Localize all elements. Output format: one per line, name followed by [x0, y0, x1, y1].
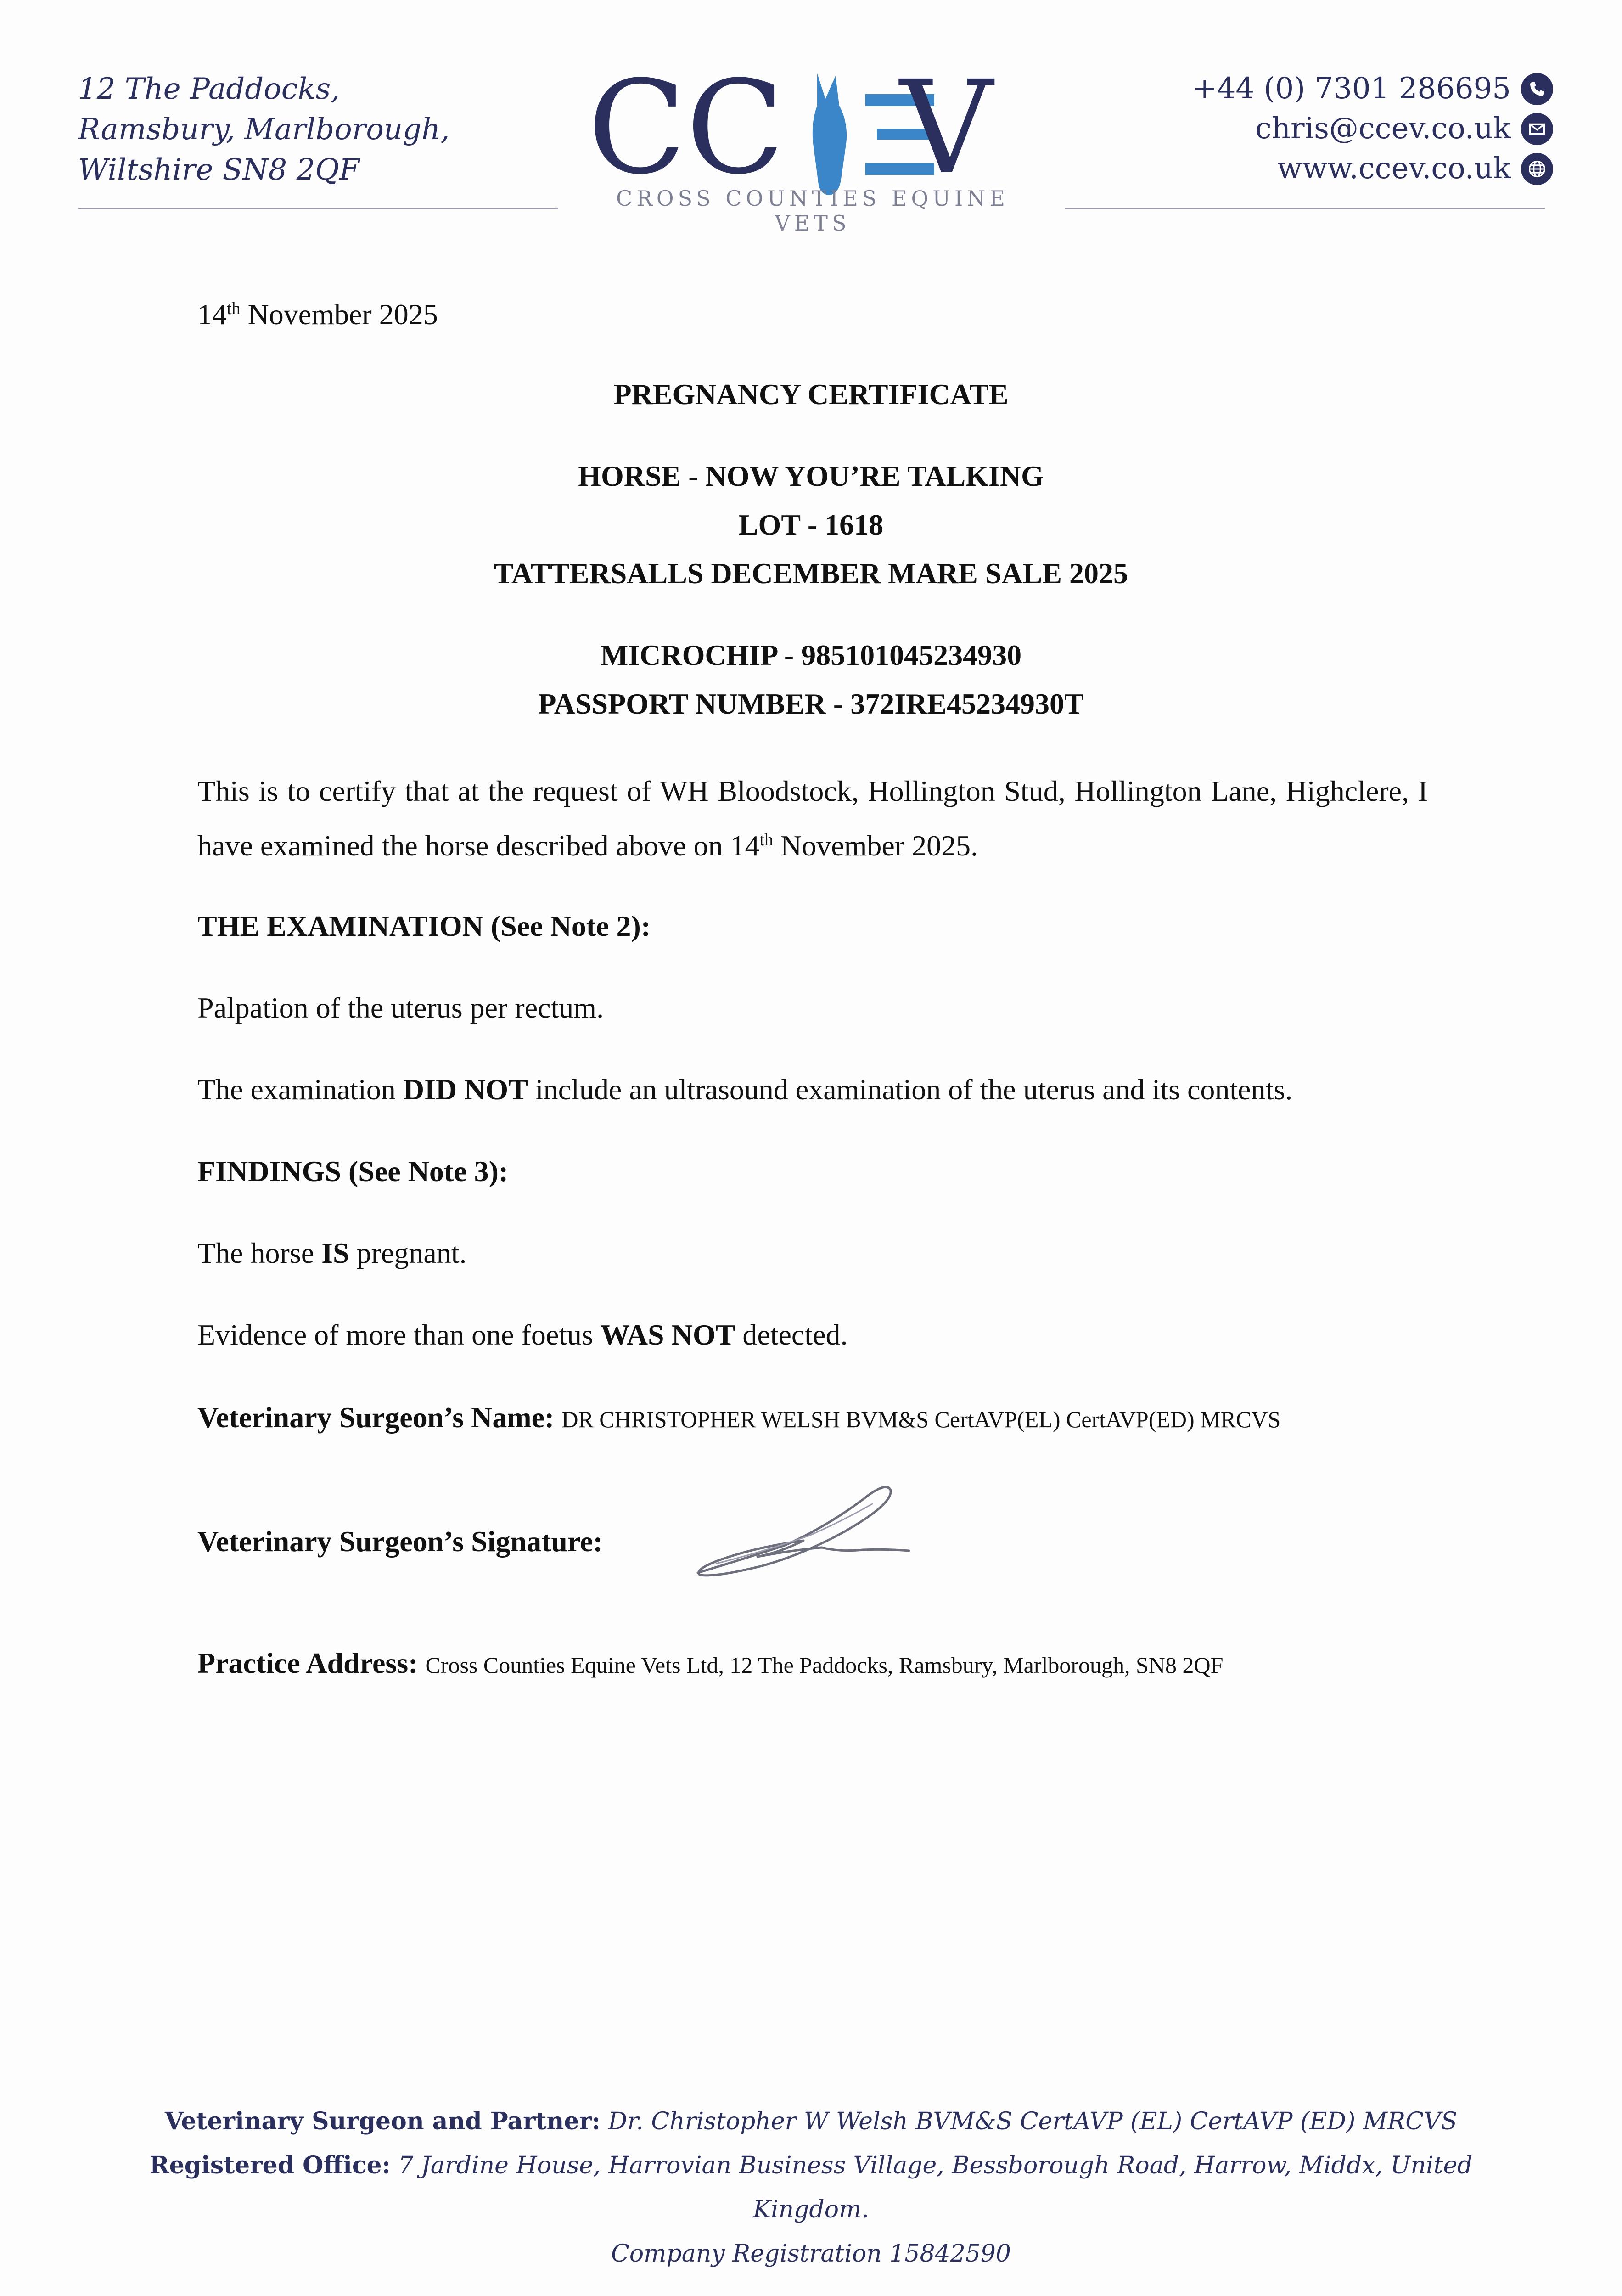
examination-heading: THE EXAMINATION (See Note 2): [197, 910, 651, 942]
logo-letters-left: CC [588, 55, 785, 203]
header-rule-left [78, 208, 558, 209]
footer-office: Registered Office: 7 Jardine House, Harrovian Business Village, Bessborough Road, Harrow, Middx, United Kingdom. [149, 2151, 1473, 2223]
passport-number: PASSPORT NUMBER - 372IRE45234930T [538, 687, 1084, 720]
footer [92, 2099, 1530, 2276]
certificate-title: PREGNANCY CERTIFICATE [613, 378, 1009, 411]
microchip-number: MICROCHIP - 985101045234930 [600, 639, 1022, 671]
surgeon-name: DR CHRISTOPHER WELSH BVM&S CertAVP(EL) CertAVP(ED) MRCVS [561, 1407, 1281, 1432]
address-line: 12 The Paddocks, [78, 72, 340, 106]
horse-head-icon [813, 73, 847, 195]
email-address[interactable]: chris@ccev.co.uk [1255, 112, 1511, 146]
ultrasound-statement: The examination DID NOT include an ultrasound examination of the uterus and its contents. [197, 1073, 1293, 1106]
horse-name: HORSE - NOW YOU’RE TALKING [578, 460, 1044, 492]
header-address [78, 69, 491, 190]
surgeon-name-line [197, 1401, 1280, 1435]
foetus-finding: Evidence of more than one foetus WAS NOT detected. [197, 1318, 848, 1351]
pregnancy-finding: The horse IS pregnant. [197, 1237, 467, 1269]
globe-icon [1521, 153, 1553, 185]
surgeon-name-label: Veterinary Surgeon’s Name: [197, 1401, 555, 1434]
logo-tagline: CROSS COUNTIES EQUINE VETS [616, 186, 1009, 236]
contact-email-row [1140, 109, 1553, 149]
mail-icon [1521, 113, 1553, 145]
header-contact [1140, 69, 1553, 189]
address-line: Wiltshire SN8 2QF [78, 153, 360, 187]
logo-letters-right: V [900, 55, 993, 203]
contact-phone-row [1140, 69, 1553, 109]
footer-company-reg: Company Registration 15842590 [611, 2240, 1011, 2268]
lot-number: LOT - 1618 [738, 508, 884, 541]
contact-web-row [1140, 149, 1553, 189]
practice-address: Cross Counties Equine Vets Ltd, 12 The Paddocks, Ramsbury, Marlborough, SN8 2QF [425, 1652, 1224, 1678]
examination-method: Palpation of the uterus per rectum. [197, 991, 604, 1024]
phone-number[interactable]: +44 (0) 7301 286695 [1192, 72, 1511, 106]
phone-icon [1521, 73, 1553, 105]
footer-partner: Veterinary Surgeon and Partner: Dr. Christopher W Welsh BVM&S CertAVP (EL) CertAVP (ED) MRCVS [164, 2107, 1458, 2135]
surgeon-signature [689, 1472, 927, 1591]
practice-address-label: Practice Address: [197, 1647, 418, 1679]
sale-name: TATTERSALLS DECEMBER MARE SALE 2025 [494, 557, 1128, 590]
practice-address-line [197, 1646, 1223, 1680]
website-link[interactable]: www.ccev.co.uk [1277, 152, 1511, 186]
address-line: Ramsbury, Marlborough, [78, 113, 450, 146]
signature-label: Veterinary Surgeon’s Signature: [197, 1525, 603, 1558]
certificate-date: 14th November 2025 [197, 298, 438, 331]
intro-paragraph: This is to certify that at the request of WH Bloodstock, Hollington Stud, Hollington Lane, Highclere, I have examined the horse described above on 14th November 2025. [197, 775, 1428, 862]
findings-heading: FINDINGS (See Note 3): [197, 1155, 509, 1187]
header-rule-right [1065, 208, 1545, 209]
